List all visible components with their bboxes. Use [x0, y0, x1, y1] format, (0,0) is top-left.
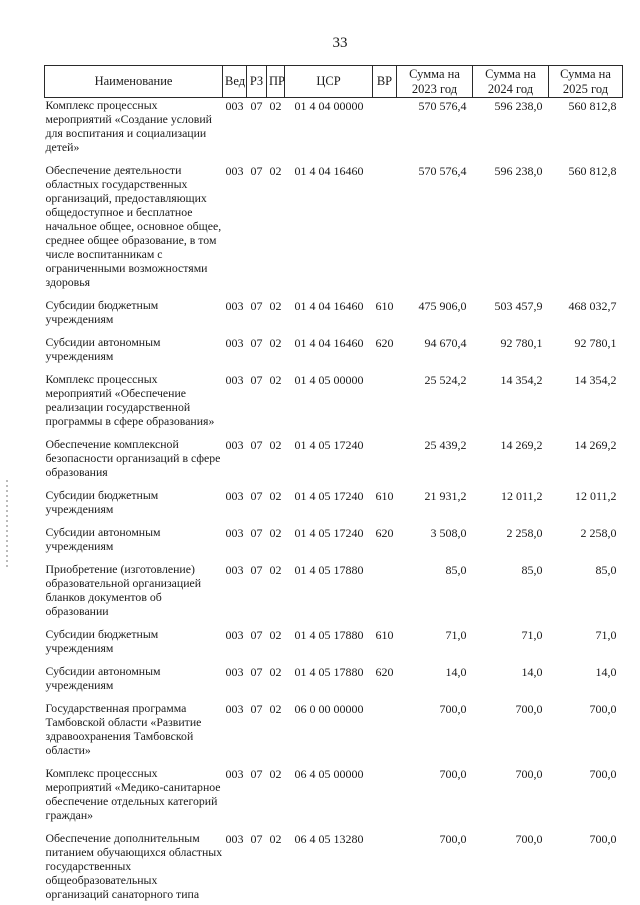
row-gap-cell: [45, 655, 623, 664]
row-vr: [373, 372, 397, 428]
row-sum-2024: 596 238,0: [494, 164, 543, 178]
table-row: [45, 701, 623, 757]
row-ved: 003: [225, 336, 244, 350]
row-gap: [45, 618, 623, 627]
header-ved: Вед: [223, 66, 247, 98]
row-sum-2024: 92 780,1: [500, 336, 543, 350]
row-gap-cell: [45, 363, 623, 372]
row-csr: 06 0 00 00000: [294, 702, 364, 716]
row-sum-2023: 700,0: [439, 767, 467, 781]
row-sum-2024: 85,0: [521, 563, 543, 577]
row-name: Субсидии автономным учреждениям: [45, 664, 161, 692]
table-row: [45, 98, 623, 155]
row-sum-2024: 14 269,2: [500, 438, 543, 452]
row-pr: 02: [269, 336, 282, 350]
row-pr: 02: [269, 665, 282, 679]
row-rz: 07: [250, 665, 263, 679]
header-sum-2024: Сумма на 2024 год: [473, 66, 549, 98]
row-sum-2025: 14 354,2: [574, 373, 617, 387]
row-gap: [45, 553, 623, 562]
row-ved: 003: [225, 526, 244, 540]
row-vr: [373, 562, 397, 618]
row-sum-2024: 503 457,9: [494, 299, 543, 313]
row-gap-cell: [45, 479, 623, 488]
row-csr: 01 4 05 17240: [294, 489, 364, 503]
row-name: Субсидии бюджетным учреждениям: [45, 627, 159, 655]
row-name: Комплекс процессных мероприятий «Медико-санитарное обеспечение отдельных категорий граждан»: [45, 766, 221, 822]
table-row: [45, 562, 623, 618]
row-gap: [45, 516, 623, 525]
row-gap-cell: [45, 289, 623, 298]
row-sum-2023: 25 439,2: [424, 438, 467, 452]
row-sum-2023: 94 670,4: [424, 336, 467, 350]
row-sum-2025: 85,0: [595, 563, 617, 577]
table-row: [45, 627, 623, 655]
row-rz: 07: [250, 767, 263, 781]
row-sum-2023: 700,0: [439, 702, 467, 716]
row-name: Государственная программа Тамбовской области «Развитие здравоохранения Тамбовской области»: [45, 701, 202, 757]
row-vr: 620: [375, 336, 394, 350]
row-sum-2023: 71,0: [445, 628, 467, 642]
table-row: [45, 163, 623, 289]
row-sum-2025: 560 812,8: [568, 164, 617, 178]
row-rz: 07: [250, 438, 263, 452]
row-sum-2024: 14,0: [521, 665, 543, 679]
row-rz: 07: [250, 164, 263, 178]
table-row: [45, 831, 623, 901]
row-gap-cell: [45, 154, 623, 163]
row-sum-2025: 14 269,2: [574, 438, 617, 452]
row-ved: 003: [225, 99, 244, 113]
row-rz: 07: [250, 628, 263, 642]
header-name: Наименование: [45, 66, 223, 98]
row-csr: 06 4 05 13280: [294, 832, 364, 846]
row-gap: [45, 154, 623, 163]
row-csr: 01 4 04 16460: [294, 336, 364, 350]
row-rz: 07: [250, 702, 263, 716]
row-name: Обеспечение деятельности областных государственных организаций, предоставляющих общедоступное и бесплатное начальное общее, основное общее, среднее общее образование, в том числе воспитанникам с ограниченными возможностями здоровья: [45, 163, 222, 289]
row-ved: 003: [225, 702, 244, 716]
row-rz: 07: [250, 299, 263, 313]
row-gap: [45, 822, 623, 831]
row-pr: 02: [269, 438, 282, 452]
table-row: [45, 372, 623, 428]
row-sum-2023: 570 576,4: [418, 164, 467, 178]
row-name: Субсидии автономным учреждениям: [45, 335, 161, 363]
row-rz: 07: [250, 99, 263, 113]
row-rz: 07: [250, 336, 263, 350]
row-name: Субсидии бюджетным учреждениям: [45, 298, 159, 326]
row-rz: 07: [250, 373, 263, 387]
row-name: Приобретение (изготовление) образовательной организацией бланков документов об образовании: [45, 562, 202, 618]
table-body: [45, 98, 623, 902]
table-row: [45, 664, 623, 692]
row-sum-2025: 12 011,2: [574, 489, 617, 503]
row-csr: 01 4 05 17880: [294, 628, 364, 642]
row-gap: [45, 363, 623, 372]
row-sum-2025: 700,0: [589, 767, 617, 781]
header-sum-2025: Сумма на 2025 год: [549, 66, 623, 98]
row-gap-cell: [45, 757, 623, 766]
row-csr: 01 4 04 00000: [294, 99, 364, 113]
row-vr: [373, 766, 397, 822]
row-sum-2023: 14,0: [445, 665, 467, 679]
row-gap: [45, 655, 623, 664]
row-sum-2025: 71,0: [595, 628, 617, 642]
table-row: [45, 298, 623, 326]
table-row: [45, 437, 623, 479]
row-pr: 02: [269, 702, 282, 716]
row-sum-2024: 12 011,2: [500, 489, 543, 503]
row-gap: [45, 289, 623, 298]
header-csr: ЦСР: [285, 66, 373, 98]
row-pr: 02: [269, 767, 282, 781]
row-csr: 01 4 05 17880: [294, 563, 364, 577]
page-number: 33: [332, 35, 348, 51]
row-gap-cell: [45, 692, 623, 701]
table-row: [45, 525, 623, 553]
row-vr: 620: [375, 665, 394, 679]
row-gap: [45, 479, 623, 488]
row-gap-cell: [45, 326, 623, 335]
budget-table-container: [44, 65, 622, 901]
row-ved: 003: [225, 767, 244, 781]
row-sum-2025: 92 780,1: [574, 336, 617, 350]
row-ved: 003: [225, 438, 244, 452]
row-vr: [373, 163, 397, 289]
row-sum-2023: 21 931,2: [424, 489, 467, 503]
row-rz: 07: [250, 563, 263, 577]
row-sum-2025: 14,0: [595, 665, 617, 679]
margin-mark: [6, 480, 8, 570]
budget-table: [44, 65, 623, 901]
row-pr: 02: [269, 99, 282, 113]
row-ved: 003: [225, 299, 244, 313]
row-ved: 003: [225, 373, 244, 387]
row-sum-2023: 475 906,0: [418, 299, 467, 313]
row-csr: 01 4 05 17240: [294, 438, 364, 452]
row-vr: [373, 701, 397, 757]
row-sum-2024: 700,0: [515, 832, 543, 846]
row-csr: 01 4 04 16460: [294, 299, 364, 313]
header-rz: РЗ: [247, 66, 267, 98]
table-header: [45, 66, 623, 98]
table-row: [45, 335, 623, 363]
header-vr: ВР: [373, 66, 397, 98]
row-sum-2023: 3 508,0: [430, 526, 467, 540]
row-gap-cell: [45, 553, 623, 562]
header-pr: ПР: [267, 66, 285, 98]
row-ved: 003: [225, 164, 244, 178]
row-pr: 02: [269, 832, 282, 846]
row-name: Комплекс процессных мероприятий «Создание условий для воспитания и социализации детей»: [45, 98, 212, 154]
row-sum-2024: 596 238,0: [494, 99, 543, 113]
row-pr: 02: [269, 526, 282, 540]
header-sum-2023: Сумма на 2023 год: [397, 66, 473, 98]
row-pr: 02: [269, 563, 282, 577]
row-sum-2024: 2 258,0: [506, 526, 543, 540]
row-ved: 003: [225, 628, 244, 642]
row-vr: [373, 98, 397, 155]
row-csr: 01 4 05 17240: [294, 526, 364, 540]
row-gap: [45, 757, 623, 766]
row-pr: 02: [269, 628, 282, 642]
row-gap: [45, 692, 623, 701]
table-row: [45, 766, 623, 822]
row-vr: 610: [375, 299, 394, 313]
row-sum-2023: 25 524,2: [424, 373, 467, 387]
row-sum-2024: 700,0: [515, 702, 543, 716]
row-vr: [373, 831, 397, 901]
row-vr: 610: [375, 489, 394, 503]
row-sum-2025: 700,0: [589, 702, 617, 716]
row-name: Субсидии бюджетным учреждениям: [45, 488, 159, 516]
row-ved: 003: [225, 665, 244, 679]
row-sum-2023: 700,0: [439, 832, 467, 846]
row-rz: 07: [250, 526, 263, 540]
row-sum-2025: 560 812,8: [568, 99, 617, 113]
row-gap-cell: [45, 516, 623, 525]
row-sum-2024: 14 354,2: [500, 373, 543, 387]
row-gap-cell: [45, 822, 623, 831]
row-sum-2025: 468 032,7: [568, 299, 617, 313]
row-name: Обеспечение комплексной безопасности организаций в сфере образования: [45, 437, 221, 479]
row-csr: 01 4 05 00000: [294, 373, 364, 387]
table-row: [45, 488, 623, 516]
row-gap: [45, 326, 623, 335]
row-rz: 07: [250, 489, 263, 503]
row-vr: 610: [375, 628, 394, 642]
row-ved: 003: [225, 563, 244, 577]
row-name: Обеспечение дополнительным питанием обучающихся областных государственных общеобразовательных организаций санаторного типа: [45, 831, 223, 901]
row-sum-2025: 2 258,0: [580, 526, 617, 540]
row-pr: 02: [269, 489, 282, 503]
row-pr: 02: [269, 164, 282, 178]
row-sum-2024: 700,0: [515, 767, 543, 781]
row-gap: [45, 428, 623, 437]
row-ved: 003: [225, 489, 244, 503]
row-sum-2023: 570 576,4: [418, 99, 467, 113]
row-vr: 620: [375, 526, 394, 540]
row-name: Комплекс процессных мероприятий «Обеспечение реализации государственной программы в сфере образования»: [45, 372, 215, 428]
row-sum-2023: 85,0: [445, 563, 467, 577]
row-sum-2025: 700,0: [589, 832, 617, 846]
row-rz: 07: [250, 832, 263, 846]
row-gap-cell: [45, 618, 623, 627]
row-csr: 06 4 05 00000: [294, 767, 364, 781]
row-sum-2024: 71,0: [521, 628, 543, 642]
row-name: Субсидии автономным учреждениям: [45, 525, 161, 553]
row-gap-cell: [45, 428, 623, 437]
row-ved: 003: [225, 832, 244, 846]
row-vr: [373, 437, 397, 479]
row-pr: 02: [269, 299, 282, 313]
row-csr: 01 4 05 17880: [294, 665, 364, 679]
row-csr: 01 4 04 16460: [294, 164, 364, 178]
row-pr: 02: [269, 373, 282, 387]
